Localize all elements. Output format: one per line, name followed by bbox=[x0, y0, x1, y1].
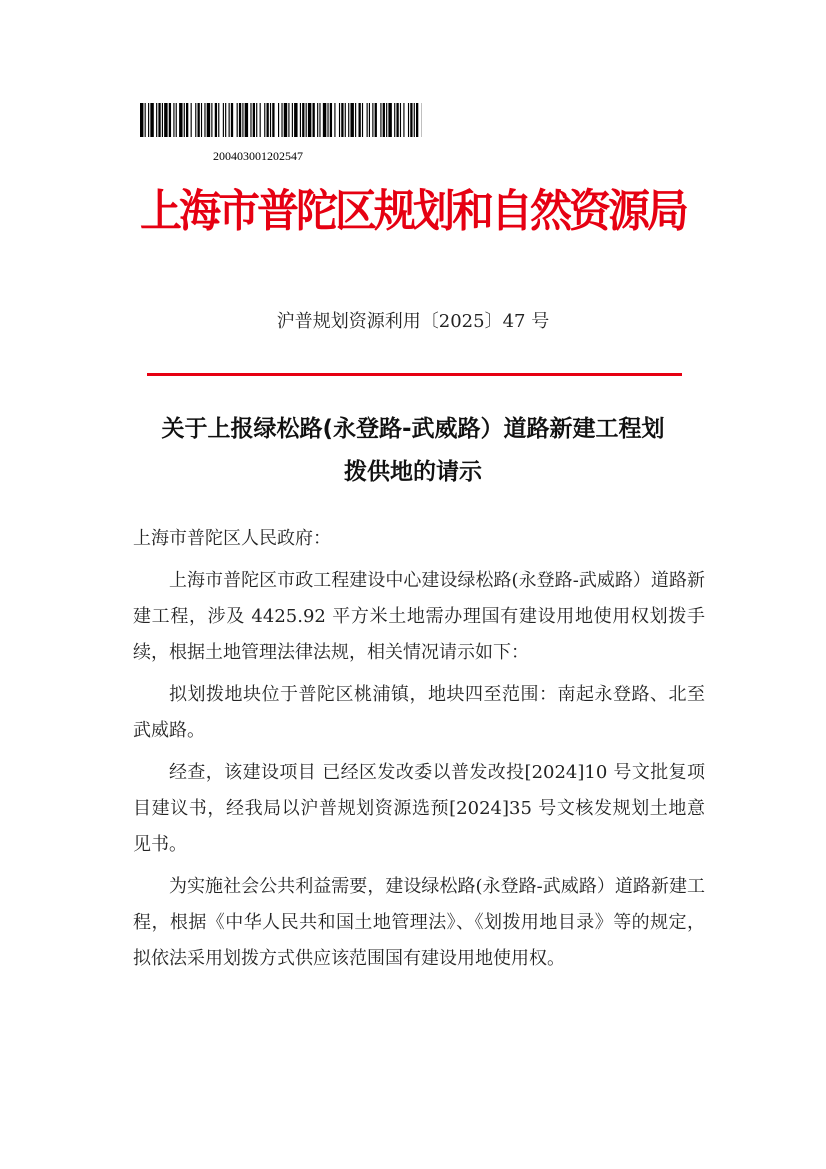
salutation: 上海市普陀区人民政府： bbox=[133, 528, 331, 549]
paragraph-1: 上海市普陀区市政工程建设中心建设绿松路(永登路-武威路）道路新建工程，涉及 4425.92 平方米土地需办理国有建设用地使用权划拨手续，根据土地管理法律法规，相关情况请示如下： bbox=[133, 570, 705, 663]
barcode bbox=[140, 103, 422, 137]
body-text bbox=[133, 563, 705, 983]
document-title bbox=[110, 408, 716, 494]
title-line-2: 拨供地的请示 bbox=[344, 459, 482, 485]
agency-name: 上海市普陀区规划和自然资源局 bbox=[139, 184, 686, 237]
paragraph-3: 经查，该建设项目 已经区发改委以普发改投[2024]10 号文批复项目建议书，经我局以沪普规划资源选预[2024]35 号文核发规划土地意见书。 bbox=[133, 762, 705, 855]
barcode-number: 200403001202547 bbox=[213, 149, 303, 163]
paragraph-2: 拟划拨地块位于普陀区桃浦镇，地块四至范围：南起永登路、北至武威路。 bbox=[133, 684, 705, 741]
red-divider bbox=[147, 373, 682, 376]
paragraph-4: 为实施社会公共利益需要，建设绿松路(永登路-武威路）道路新建工程，根据《中华人民共和国土地管理法》、《划拨用地目录》等的规定，拟依法采用划拨方式供应该范围国有建设用地使用权。 bbox=[133, 876, 705, 969]
document-number: 沪普规划资源利用〔2025〕47 号 bbox=[276, 311, 550, 332]
title-line-1: 关于上报绿松路(永登路-武威路）道路新建工程划 bbox=[161, 416, 665, 442]
